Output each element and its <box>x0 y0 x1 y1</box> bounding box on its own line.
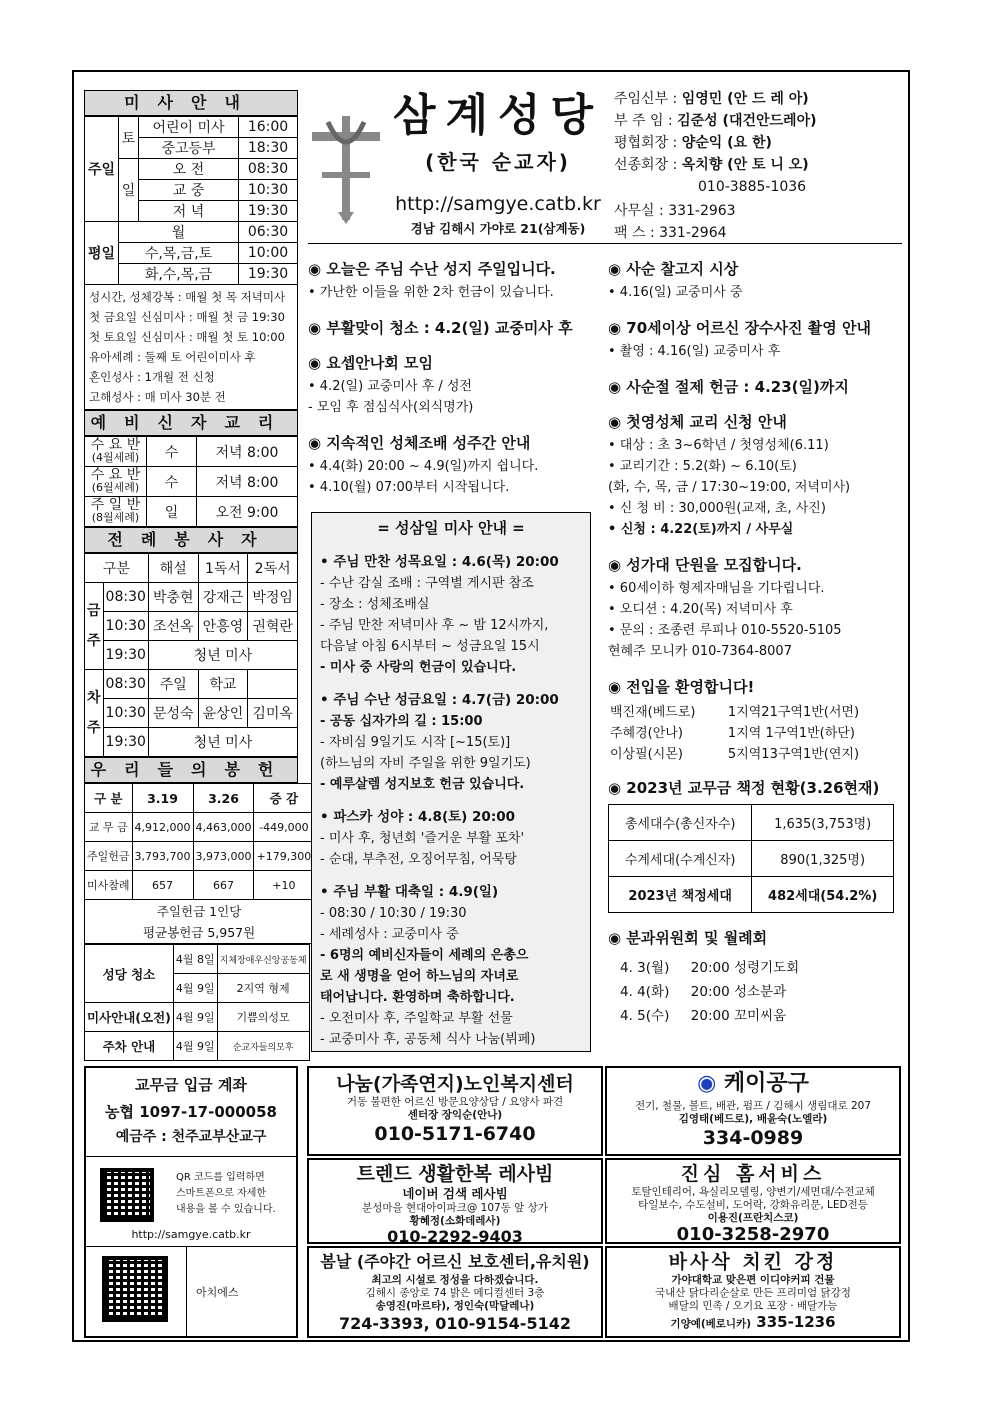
offering-header: 우리들의봉헌 <box>84 757 298 783</box>
col-header: 3.19 <box>132 784 193 813</box>
address: 경남 김해시 가야로 21(삼계동) <box>410 221 586 236</box>
class-time: 저녁 8:00 <box>197 437 298 467</box>
duty-who: 지체장애우신앙공동체 <box>217 945 309 974</box>
this-week-label: 금주 <box>85 583 104 670</box>
website-link[interactable]: http://samgye.catb.kr <box>395 193 601 215</box>
announcements-left <box>308 258 598 512</box>
youth-mass: 청년 미사 <box>148 728 297 757</box>
duty-who: 기쁨의성모 <box>217 1003 309 1032</box>
note: 고해성사 : 매 미사 30분 전 <box>89 390 226 404</box>
ad-contact: 기양예(베로니카) 335-1236 <box>670 1313 836 1331</box>
person: 박충현 <box>148 583 198 612</box>
ann-item: ◉ 부활맞이 청소 : 4.2(일) 교중미사 후 <box>308 319 573 337</box>
staff-row: 주임신부 : 임영민 (안 드 레 아) <box>614 91 809 107</box>
person: 윤상인 <box>198 699 248 728</box>
value: 667 <box>193 871 254 900</box>
header-divider <box>308 243 902 244</box>
mass-name: 오 전 <box>139 159 239 180</box>
duty-who: 2지역 형제 <box>217 974 309 1003</box>
staff-list <box>614 88 904 244</box>
class-day: 일 <box>147 497 197 527</box>
holy-week-block: • 주님 부활 대축일 : 4.9(일) - 08:30 / 10:30 / 19:30 - 세례성사 : 교중미사 중 - 6명의 예비신자들이 세례의 은총으 로 새 생명을 얻어 하느님의 자녀로 태어납니다. 환영하며 축하합니다. - 오전미사 후, 주일학교 부활 선물 - 교중미사 후, 공동체 식사 나눔(뷔페) <box>320 884 536 1047</box>
mass-time: 19:30 <box>239 201 298 222</box>
duty-table <box>84 944 310 1061</box>
duty-date: 4월 9일 <box>173 1003 217 1032</box>
catechumen-header: 예비신자교리 <box>84 410 298 436</box>
col-header: 3.26 <box>193 784 254 813</box>
liturgy-header: 전례봉사자 <box>84 527 298 553</box>
mass-name: 월 <box>119 222 239 243</box>
next-week-label: 차주 <box>85 670 104 757</box>
header-center <box>388 90 608 237</box>
parish-subtitle: (한국 순교자) <box>425 150 571 174</box>
mass-time: 18:30 <box>239 138 298 159</box>
mass-notes <box>84 285 298 410</box>
value: 4,463,000 <box>193 813 254 842</box>
qr-caption: QR 코드를 입력하면 스마트폰으로 자세한 내용을 볼 수 있습니다. <box>176 1172 276 1215</box>
holy-week-block: • 주님 만찬 성목요일 : 4.6(목) 20:00 - 수난 감실 조배 : 구역별 게시판 참조 - 장소 : 성체조배실 - 주님 만찬 저녁미사 후 ~ 밤 12시까지, 다음날 아침 6시부터 ~ 성금요일 15시 - 미사 중 사랑의 헌금이 있습니다. <box>320 554 559 675</box>
mass-name: 교 중 <box>139 180 239 201</box>
time: 19:30 <box>103 641 148 670</box>
note: 혼인성사 : 1개월 전 신청 <box>89 370 215 384</box>
ad-nanum: 나눔(가족연지)노인복지센터 거동 불편한 어르신 방문요양상담 / 요양사 파견 센터장 장익순(안나) 010-5171-6740 <box>307 1066 603 1156</box>
person: 학교 <box>198 670 248 699</box>
welcome-table: 백진재(베드로) 1지역21구역1반(서면) 주혜경(안나) 1지역 1구역1반(하단) 이상필(시몬) 5지역13구역1반(연지) <box>610 705 860 762</box>
ad-resabim: 트렌드 생활한복 레사빔 네이버 검색 레사빔 분성마을 현대아이파크@ 107동 앞 상가 황혜정(소화데레사) 010-2292-9403 <box>307 1158 603 1244</box>
qr-url[interactable]: http://samgye.catb.kr <box>131 1228 251 1241</box>
person: 주일 <box>148 670 198 699</box>
value: 3,793,700 <box>132 842 193 871</box>
mass-name: 화,수,목,금 <box>119 264 239 285</box>
ad-basasak: 바사삭 치킨 강정 가야대학교 맞은편 이디야커피 건물 국내산 닭다리순살로 만든 프리미엄 닭강정 배달의 민족 / 오기요 포장 · 배달가능 기양예(베로니카) 335-1236 <box>605 1246 901 1338</box>
mass-name: 저 녁 <box>139 201 239 222</box>
ann-item: ◉ 사순 찰고지 시상 • 4.16(일) 교중미사 중 <box>608 260 743 300</box>
person: 권혁란 <box>248 612 298 641</box>
holy-week-block: • 주님 수난 성금요일 : 4.7(금) 20:00 - 공동 십자가의 길 : 15:00 - 자비심 9일기도 시작 [~15(토)] (하느님의 자비 주일을 위한 9일기도) - 예루살렘 성지보호 헌금 있습니다. <box>320 692 559 792</box>
catechumen-table <box>84 436 298 527</box>
value: 4,912,000 <box>132 813 193 842</box>
ann-item: ◉ 지속적인 성체조배 성주간 안내 • 4.4(화) 20:00 ~ 4.9(일)까지 쉽니다. • 4.10(월) 07:00부터 시작됩니다. <box>308 434 539 495</box>
youth-mass: 청년 미사 <box>148 641 297 670</box>
mass-name: 중고등부 <box>139 138 239 159</box>
value: -449,000 <box>254 813 314 842</box>
cross-logo <box>308 112 384 224</box>
left-column <box>84 90 312 1061</box>
meetings-table: 4. 3(월) 20:00 성령기도회 4. 4(화) 20:00 성소분과 4. 5(수) 20:00 꼬미씨움 <box>620 960 800 1024</box>
ad-title: ◉ 케이공구 <box>697 1071 809 1096</box>
person <box>248 670 298 699</box>
ad-jinsim: 진심 홈서비스 토탈인테리어, 욕실리모델링, 양변기/세면대/수전교체 타일보수, 수도설비, 도어락, 강화유리문, LED전등 이용진(프란치스코) 010-3258-2970 <box>605 1158 901 1244</box>
col-header: 해설 <box>148 554 198 583</box>
duty-date: 4월 9일 <box>173 1032 217 1061</box>
value: 3,973,000 <box>193 842 254 871</box>
fax: 팩 스 : 331-2964 <box>614 225 727 241</box>
person: 안흥영 <box>198 612 248 641</box>
time: 08:30 <box>103 583 148 612</box>
class-name: 수 요 반 (4월세례) <box>85 437 147 467</box>
col-header: 구 분 <box>85 784 133 813</box>
offering-table <box>84 783 314 944</box>
ann-item: ◉ 70세이상 어르신 장수사진 촬영 안내 • 촬영 : 4.16(일) 교중미사 후 <box>608 319 871 359</box>
value: 657 <box>132 871 193 900</box>
mass-time: 10:00 <box>239 243 298 264</box>
ann-item: ◉ 오늘은 주님 수난 성지 주일입니다. • 가난한 이들을 위한 2차 헌금이 있습니다. <box>308 260 556 300</box>
logo-icon: ◉ <box>697 1071 724 1096</box>
bank-title: 교무금 입금 계좌 <box>135 1076 247 1094</box>
welcome-section: ◉ 전입을 환영합니다! 백진재(베드로) 1지역21구역1반(서면) 주혜경(안나) 1지역 1구역1반(하단) 이상필(시몬) 5지역13구역1반(연지) <box>608 676 904 763</box>
class-day: 수 <box>147 437 197 467</box>
holy-week-block: • 파스카 성야 : 4.8(토) 20:00 - 미사 후, 청년회 '즐거운 부활 포차' - 순대, 부추전, 오징어무침, 어묵탕 <box>320 809 525 867</box>
meetings-section: ◉ 분과위원회 및 월례회 4. 3(월) 20:00 성령기도회 4. 4(화) 20:00 성소분과 4. 5(수) 20:00 꼬미씨움 <box>608 927 904 1026</box>
time: 08:30 <box>103 670 148 699</box>
mass-time: 06:30 <box>239 222 298 243</box>
person: 조선옥 <box>148 612 198 641</box>
mass-time: 19:30 <box>239 264 298 285</box>
ann-item: ◉ 성가대 단원을 모집합니다. • 60세이하 형제자매님을 기다립니다. • 오디션 : 4.20(목) 저녁미사 후 • 문의 : 조종련 루피나 010-5520-5105 현혜주 모니카 010-7364-8007 <box>608 556 842 659</box>
duty-label: 성당 청소 <box>85 945 174 1003</box>
holy-week-box <box>311 512 591 1052</box>
time: 19:30 <box>103 728 148 757</box>
row-label: 주일헌금 <box>85 842 133 871</box>
qr-code-icon[interactable] <box>100 1168 154 1222</box>
value: +179,300 <box>254 842 314 871</box>
ad-bomnal: 봄날 (주야간 어르신 보호센터,유치원) 최고의 시설로 정성을 다하겠습니다. 김해시 종앙로 74 밝은 메디컬센터 3층 송영진(마르타), 정인숙(막달레나) 724-3393, 010-9154-5142 <box>307 1246 603 1338</box>
col-header: 2독서 <box>248 554 298 583</box>
duty-date: 4월 8일 <box>173 945 217 974</box>
mass-header: 미사안내 <box>84 90 298 116</box>
avg-value: 평균봉헌금 5,957원 <box>85 922 314 944</box>
class-time: 오전 9:00 <box>197 497 298 527</box>
row-label: 교 무 금 <box>85 813 133 842</box>
value: +10 <box>254 871 314 900</box>
person: 박정임 <box>248 583 298 612</box>
note: 첫 금요일 신심미사 : 매월 첫 금 19:30 <box>89 310 285 324</box>
staff-row: 선종회장 : 옥치향 (안 토 니 오) <box>614 157 809 173</box>
avg-label: 주일헌금 1인당 <box>85 900 314 922</box>
mass-name: 어린이 미사 <box>139 117 239 138</box>
ann-item: ◉ 요셉안나회 모임 • 4.2(일) 교중미사 후 / 성전 - 모임 후 점심식사(외식명가) <box>308 354 474 415</box>
duty-label: 미사안내(오전) <box>85 1003 174 1032</box>
time: 10:30 <box>103 699 148 728</box>
ann-item: ◉ 첫영성체 교리 신청 안내 • 대상 : 초 3~6학년 / 첫영성체(6.11) • 교리기간 : 5.2(화) ~ 6.10(토) (화, 수, 목, 금 / 17:30~19:00, 저녁미사) • 신 청 비 : 30,000원(교재, 초, 사진) • 신청 : 4.22(토)까지 / 사무실 <box>608 413 851 537</box>
duty-date: 4월 9일 <box>173 974 217 1003</box>
person: 문성숙 <box>148 699 198 728</box>
qr2-label: 아치에스 <box>196 1286 239 1299</box>
liturgy-table <box>84 553 298 757</box>
person: 강재근 <box>198 583 248 612</box>
note: 유아세례 : 둘째 토 어린이미사 후 <box>89 350 256 364</box>
contribution-section: ◉ 2023년 교무금 책정 현황(3.26현재) 총세대수(총신자수) 1,635(3,753명) 수계세대(수계신자) 890(1,325명) 2023년 책정세대 482세대(54.2%) <box>608 777 904 913</box>
phone: 010-3885-1036 <box>698 179 807 195</box>
staff-row: 평협회장 : 양순익 (요 한) <box>614 135 772 151</box>
class-time: 저녁 8:00 <box>197 467 298 497</box>
note: 성시간, 성체강복 : 매월 첫 목 저녁미사 <box>89 290 286 304</box>
sun-label: 일 <box>119 159 139 222</box>
mass-time: 16:00 <box>239 117 298 138</box>
bank-holder: 예금주 : 천주교부산교구 <box>115 1129 267 1145</box>
mass-table <box>84 116 298 285</box>
holy-week-title: = 성삼일 미사 안내 = <box>377 519 525 537</box>
contribution-table: 총세대수(총신자수) 1,635(3,753명) 수계세대(수계신자) 890(1,325명) 2023년 책정세대 482세대(54.2%) <box>608 804 894 913</box>
note: 첫 토요일 신심미사 : 매월 첫 토 10:00 <box>89 330 285 344</box>
ann-item: ◉ 사순절 절제 헌금 : 4.23(일)까지 <box>608 378 849 396</box>
class-day: 수 <box>147 467 197 497</box>
sat-label: 토 <box>119 117 139 159</box>
mass-name: 수,목,금,토 <box>119 243 239 264</box>
staff-row: 부 주 임 : 김준성 (대건안드레아) <box>614 113 817 129</box>
bank-box <box>84 1066 298 1338</box>
class-name: 수 요 반 (6월세례) <box>85 467 147 497</box>
bank-account: 농협 1097-17-000058 <box>105 1103 277 1121</box>
col-header: 1독서 <box>198 554 248 583</box>
col-header: 구분 <box>85 554 149 583</box>
col-header: 증 감 <box>254 784 314 813</box>
ad-kgonggu: ◉ 케이공구 전기, 철물, 볼트, 배관, 펌프 / 김해시 생림대로 207 김영태(베드로), 배윤숙(노엘라) 334-0989 <box>605 1066 901 1156</box>
duty-label: 주차 안내 <box>85 1032 174 1061</box>
weekday-label: 평일 <box>85 222 119 285</box>
parish-title: 삼계성당 <box>392 90 603 141</box>
mass-time: 08:30 <box>239 159 298 180</box>
mass-time: 10:30 <box>239 180 298 201</box>
duty-who: 순교자들의모후 <box>217 1032 309 1061</box>
row-label: 미사참례 <box>85 871 133 900</box>
announcements-right <box>608 258 904 1026</box>
office-phone: 사무실 : 331-2963 <box>614 203 736 219</box>
time: 10:30 <box>103 612 148 641</box>
qr-code-icon[interactable] <box>102 1256 168 1322</box>
sunday-label: 주일 <box>85 117 119 222</box>
class-name: 주 일 반 (8월세례) <box>85 497 147 527</box>
person: 김미옥 <box>248 699 298 728</box>
